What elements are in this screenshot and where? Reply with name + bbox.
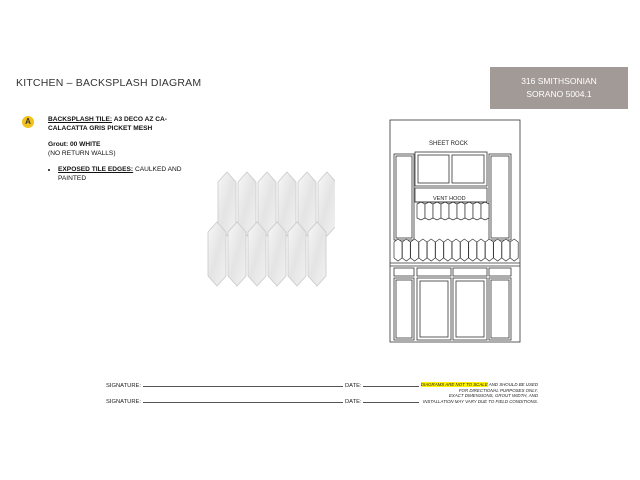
splash-tile [436,239,444,261]
edges-value-2: PAINTED [58,175,87,182]
splash-tile [449,202,457,220]
splash-tile [402,239,410,261]
disclaimer-highlight: DIAGRAMS ARE NOT TO SCALE [420,382,488,387]
lower-cabinet [394,278,414,340]
signature-row-1 [106,381,419,389]
edges-label: EXPOSED TILE EDGES: [58,166,134,173]
splash-tile [419,239,427,261]
signature-row-2 [106,397,419,405]
tile-pieces [208,172,335,286]
signature-line[interactable] [143,397,343,403]
tile-spec [48,115,208,183]
splash-tile [460,239,468,261]
center-upper-cabinet [415,152,487,186]
tile-piece [308,222,326,286]
callout-badge: A [22,116,34,128]
disclaimer-line4: INSTALLATION MAY VARY DUE TO FIELD CONDITIONS. [423,398,538,404]
splash-tile [444,239,452,261]
splash-tile [417,202,425,220]
wall-outline [390,120,520,342]
disclaimer-line3: EXACT DIMENSIONS, GROUT WIDTH, AND [448,393,538,399]
splash-tile [394,239,402,261]
tile-piece [288,222,306,286]
date-label: DATE: [345,399,362,405]
tile-piece [208,222,226,286]
splash-tile [469,239,477,261]
tile-piece [228,222,246,286]
splash-tile [441,202,449,220]
page-title: KITCHEN – BACKSPLASH DIAGRAM [16,77,202,89]
splash-tile [494,239,502,261]
sheet-rock-label: SHEET ROCK [429,141,468,147]
kitchen-elevation [385,118,525,346]
tile-value-2: CALACATTA GRIS PICKET MESH [48,125,153,132]
splash-tile [510,239,518,261]
disclaimer-note [420,382,538,404]
date-label: DATE: [345,383,362,389]
date-line[interactable] [363,397,419,403]
disclaimer-line1: AND SHOULD BE USED [487,382,538,387]
splash-tile [433,202,441,220]
tile-label: BACKSPLASH TILE: [48,116,113,123]
tile-piece [248,222,266,286]
splash-tile [457,202,465,220]
grout-note: (NO RETURN WALLS) [48,150,116,157]
splash-tile [502,239,510,261]
splash-tile [465,202,473,220]
vent-hood-label: VENT HOOD [433,196,466,202]
project-unit: SORANO 5004.1 [526,89,592,99]
splash-tile [425,202,433,220]
backsplash-pattern [394,202,518,261]
project-address: 316 SMITHSONIAN [521,76,597,86]
signature-label: SIGNATURE: [106,383,141,389]
edges-value: CAULKED AND [133,166,182,173]
splash-tile [411,239,419,261]
splash-tile [481,202,489,220]
signature-label: SIGNATURE: [106,399,141,405]
drawer [394,268,414,276]
splash-tile [452,239,460,261]
edge-list [48,165,208,183]
upper-cabinet-right [489,154,511,240]
tile-piece [268,222,286,286]
signature-line[interactable] [143,381,343,387]
splash-tile [473,202,481,220]
splash-tile [485,239,493,261]
splash-tile [427,239,435,261]
edge-item [58,165,208,183]
splash-tile [477,239,485,261]
date-line[interactable] [363,381,419,387]
grout-label: Grout: 00 WHITE [48,141,101,148]
upper-cabinet-left [394,154,414,240]
project-box [490,67,628,109]
disclaimer-line2: FOR DIRECTIONAL PURPOSES ONLY. [458,387,538,393]
picket-tile-sample [205,170,335,320]
tile-value-1: A3 DECO AZ CA- [112,116,167,123]
